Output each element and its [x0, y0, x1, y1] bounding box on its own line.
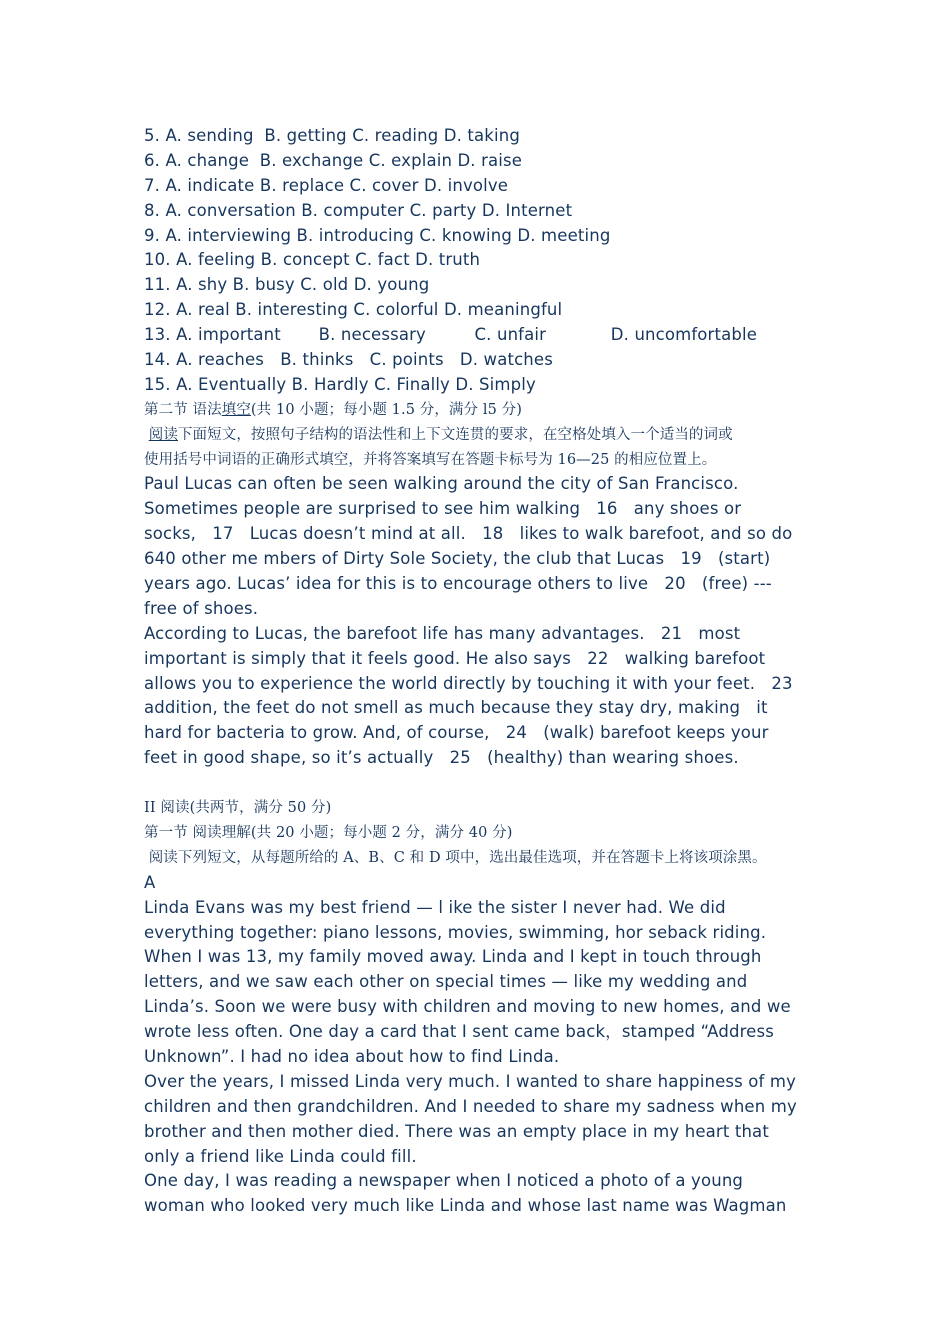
passage-line: Over the years, I missed Linda very much. I wanted to share happiness of my — [144, 1071, 796, 1091]
instruction-line: 阅读下列短文，从每题所给的 A、B、C 和 D 项中，选出最佳选项，并在答题卡上将该项涂黑。 — [144, 849, 767, 866]
heading-part: 第二节 语法 — [144, 401, 222, 418]
passage-line: Linda’s. Soon we were busy with children and moving to new homes, and we — [144, 997, 791, 1017]
passage-line: feet in good shape, so it’s actually 25 (healthy) than wearing shoes. — [144, 748, 739, 768]
passage-line: everything together: piano lessons, movies, swimming, hor seback riding. — [144, 922, 767, 942]
heading-underlined: 填空 — [221, 401, 251, 418]
passage-line: brother and then mother died. There was an empty place in my heart that — [144, 1121, 769, 1141]
instruction-line — [144, 423, 834, 448]
passage-line: According to Lucas, the barefoot life has many advantages. 21 most — [144, 623, 741, 643]
reading-section — [144, 796, 834, 1219]
passage-line: 640 other me mbers of Dirty Sole Society, the club that Lucas 19 (start) — [144, 549, 771, 569]
passage-line: hard for bacteria to grow. And, of course, 24 (walk) barefoot keeps your — [144, 723, 769, 743]
option-line: 10. A. feeling B. concept C. fact D. truth — [144, 250, 481, 270]
instruction-underlined: 阅读 — [148, 426, 178, 443]
section-heading — [144, 398, 834, 423]
spacer — [144, 771, 834, 796]
passage-line: free of shoes. — [144, 598, 259, 618]
option-line: 12. A. real B. interesting C. colorful D. meaningful — [144, 300, 563, 320]
option-line: 13. A. important B. necessary C. unfair D. uncomfortable — [144, 325, 758, 345]
passage-line: When I was 13, my family moved away. Linda and I kept in touch through — [144, 947, 762, 967]
option-line: 7. A. indicate B. replace C. cover D. involve — [144, 175, 509, 195]
passage-line: Linda Evans was my best friend — l ike the sister I never had. We did — [144, 897, 726, 917]
option-line: 11. A. shy B. busy C. old D. young — [144, 275, 430, 295]
instruction-text: 下面短文，按照句子结构的语法性和上下文连贯的要求，在空格处填入一个适当的词或 — [177, 426, 733, 443]
part-heading: II 阅读(共两节，满分 50 分) — [144, 800, 332, 817]
option-line: 8. A. conversation B. computer C. party D. Internet — [144, 200, 573, 220]
passage-line: socks, 17 Lucas doesn’t mind at all. 18 likes to walk barefoot, and so do — [144, 524, 793, 544]
option-line: 6. A. change B. exchange C. explain D. raise — [144, 150, 523, 170]
option-line: 15. A. Eventually B. Hardly C. Finally D. Simply — [144, 374, 536, 394]
passage-label: A — [144, 872, 156, 892]
section-heading: 第一节 阅读理解(共 20 小题；每小题 2 分，满分 40 分) — [144, 824, 513, 841]
passage-line: One day, I was reading a newspaper when I noticed a photo of a young — [144, 1171, 744, 1191]
passage-line: important is simply that it feels good. He also says 22 walking barefoot — [144, 648, 766, 668]
heading-part: (共 10 小题；每小题 1.5 分，满分 l5 分) — [250, 401, 522, 418]
passage-line: woman who looked very much like Linda and whose last name was Wagman — [144, 1196, 787, 1216]
passage-line: children and then grandchildren. And I needed to share my sadness when my — [144, 1096, 797, 1116]
passage-line: Paul Lucas can often be seen walking around the city of San Francisco. — [144, 474, 739, 494]
passage-line: letters, and we saw each other on special times — like my wedding and — [144, 972, 748, 992]
option-line: 5. A. sending B. getting C. reading D. taking — [144, 126, 520, 145]
passage-line: addition, the feet do not smell as much because they stay dry, making it — [144, 698, 768, 718]
grammar-section — [144, 398, 834, 771]
passage-line: wrote less often. One day a card that I sent came back，stamped “Address — [144, 1022, 774, 1042]
option-line: 9. A. interviewing B. introducing C. knowing D. meeting — [144, 225, 611, 245]
passage-line: Unknown”. I had no idea about how to find Linda. — [144, 1046, 560, 1066]
instruction-line: 使用括号中词语的正确形式填空，并将答案填写在答题卡标号为 16—25 的相应位置上。 — [144, 451, 717, 468]
option-line: 14. A. reaches B. thinks C. points D. watches — [144, 350, 553, 370]
cloze-options — [144, 124, 834, 398]
passage-line: allows you to experience the world directly by touching it with your feet. 23 — [144, 673, 793, 693]
document-page — [144, 124, 834, 1219]
passage-line: years ago. Lucas’ idea for this is to encourage others to live 20 (free) --- — [144, 574, 772, 594]
passage-line: Sometimes people are surprised to see him walking 16 any shoes or — [144, 499, 742, 519]
passage-line: only a friend like Linda could fill. — [144, 1146, 417, 1166]
